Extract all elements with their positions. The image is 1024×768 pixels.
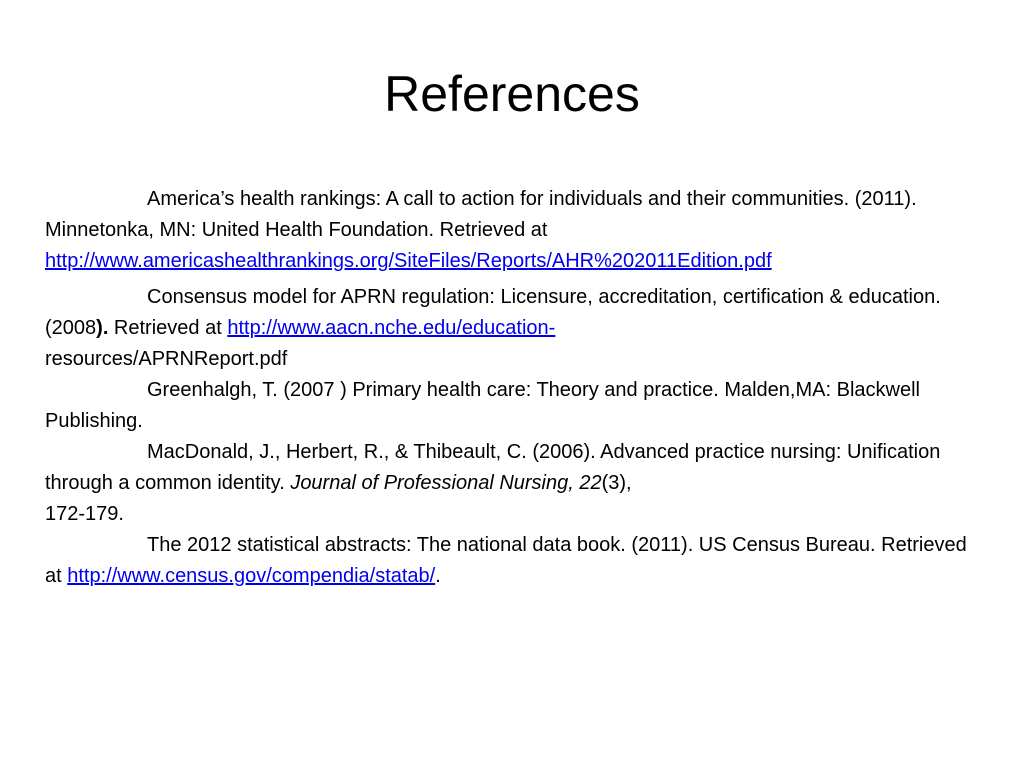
reference-text: America’s health rankings: A call to action for individuals and their communities. (2011). Minnetonka, MN: United Health Foundation. Retrieved at — [45, 188, 917, 241]
reference-item-statistical-abstracts — [45, 530, 980, 592]
reference-text: Greenhalgh, T. (2007 ) Primary health care: Theory and practice. Malden,MA: Blackwell Publishing. — [45, 379, 920, 432]
reference-pages: 172-179. — [45, 503, 124, 525]
reference-text: Consensus model for APRN regulation: Licensure, accreditation, certification & education. (2008 — [45, 286, 941, 339]
reference-item-macdonald — [45, 437, 980, 530]
reference-punctuation: ). — [96, 317, 109, 339]
reference-item-americas-health-rankings — [45, 184, 980, 277]
references-list — [45, 184, 980, 592]
reference-text: Retrieved at — [108, 317, 228, 339]
reference-text: The 2012 statistical abstracts: The national data book. (2011). US Census Bureau. Retrieved at — [45, 534, 967, 587]
reference-text: MacDonald, J., Herbert, R., & Thibeault, C. (2006). Advanced practice nursing: Unification through a common identity. — [45, 441, 941, 494]
americas-health-rankings-link[interactable]: http://www.americashealthrankings.org/SiteFiles/Reports/AHR%202011Edition.pdf — [45, 250, 772, 272]
reference-item-consensus-model — [45, 282, 980, 375]
reference-text: . — [435, 565, 441, 587]
reference-text: resources/APRNReport.pdf — [45, 348, 288, 370]
reference-text: (3), — [601, 472, 632, 494]
page-title: References — [384, 66, 640, 122]
journal-title: Journal of Professional Nursing, 22 — [290, 472, 602, 494]
census-statab-link[interactable]: http://www.census.gov/compendia/statab/ — [67, 565, 436, 587]
reference-item-greenhalgh — [45, 375, 980, 437]
aacn-education-link[interactable]: http://www.aacn.nche.edu/education- — [227, 317, 556, 339]
